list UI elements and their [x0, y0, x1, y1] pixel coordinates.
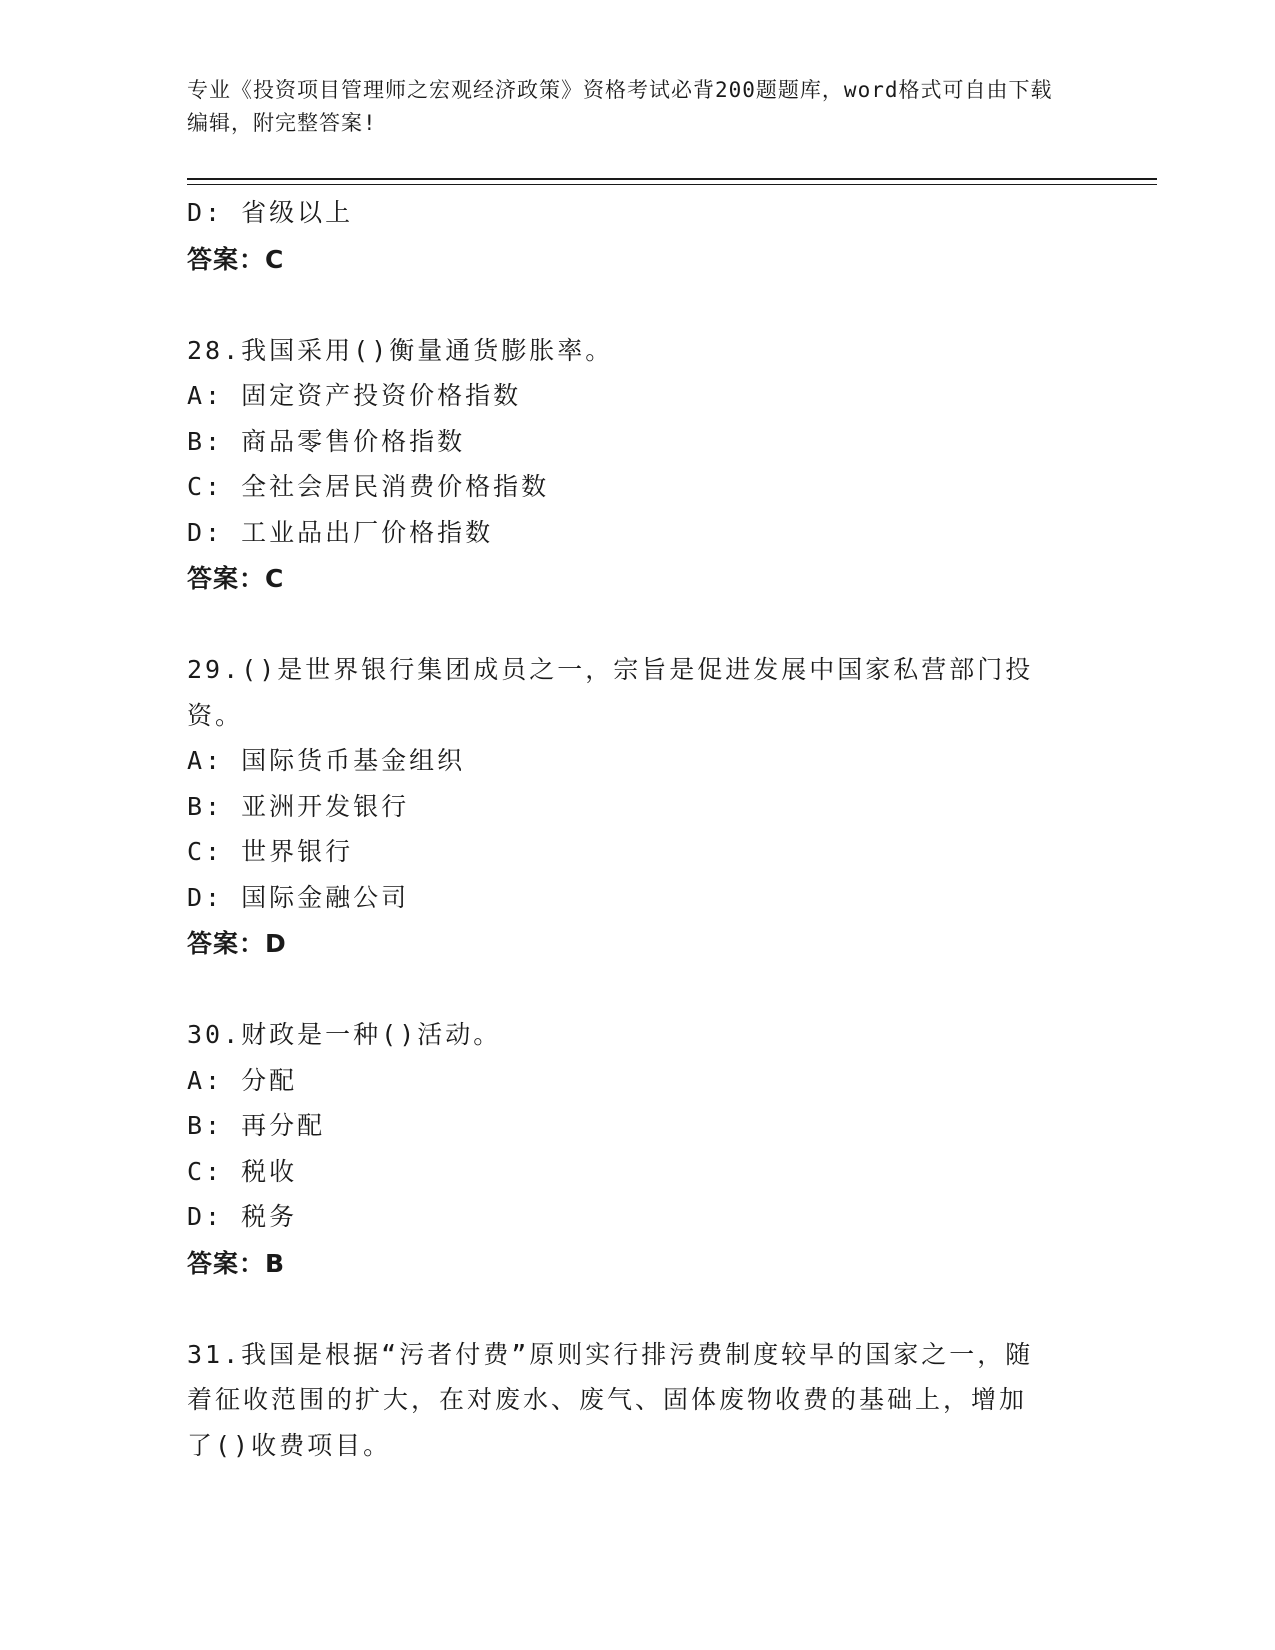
answer: 答案：C	[187, 564, 285, 593]
option-b: B: 再分配	[187, 1111, 326, 1140]
option-d: D: 税务	[187, 1202, 298, 1231]
header-rule-thick	[187, 178, 1157, 180]
option-b: B: 商品零售价格指数	[187, 426, 466, 456]
option-a: A: 分配	[187, 1065, 298, 1095]
question-29	[187, 647, 1087, 967]
question-31	[187, 1332, 1087, 1469]
option-c: C: 税收	[187, 1156, 298, 1186]
prev-option-d: D: 省级以上	[187, 198, 354, 227]
question-30	[187, 1012, 1087, 1287]
prev-answer: 答案：C	[187, 244, 285, 274]
option-a: A: 国际货币基金组织	[187, 746, 466, 775]
answer: 答案：D	[187, 929, 287, 958]
answer: 答案：B	[187, 1248, 286, 1278]
option-a: A: 固定资产投资价格指数	[187, 381, 522, 410]
question-stem: 29.()是世界银行集团成员之一，宗旨是促进发展中国家私营部门投资。	[187, 655, 1034, 730]
document-header	[187, 74, 1067, 140]
option-d: D: 工业品出厂价格指数	[187, 517, 494, 547]
option-b: B: 亚洲开发银行	[187, 791, 410, 821]
question-list	[187, 190, 1087, 1468]
question-stem: 30.财政是一种()活动。	[187, 1020, 502, 1049]
question-stem: 28.我国采用()衡量通货膨胀率。	[187, 335, 614, 365]
header-text: 专业《投资项目管理师之宏观经济政策》资格考试必背200题题库，word格式可自由下载编辑，附完整答案!	[187, 78, 1053, 135]
header-rule-thin	[187, 184, 1157, 185]
option-d: D: 国际金融公司	[187, 882, 410, 912]
option-c: C: 全社会居民消费价格指数	[187, 472, 550, 501]
option-c: C: 世界银行	[187, 837, 354, 866]
question-28	[187, 328, 1087, 603]
question-stem: 31.我国是根据“污者付费”原则实行排污费制度较早的国家之一，随着征收范围的扩大，在对废水、废气、固体废物收费的基础上，增加了()收费项目。	[187, 1339, 1034, 1460]
